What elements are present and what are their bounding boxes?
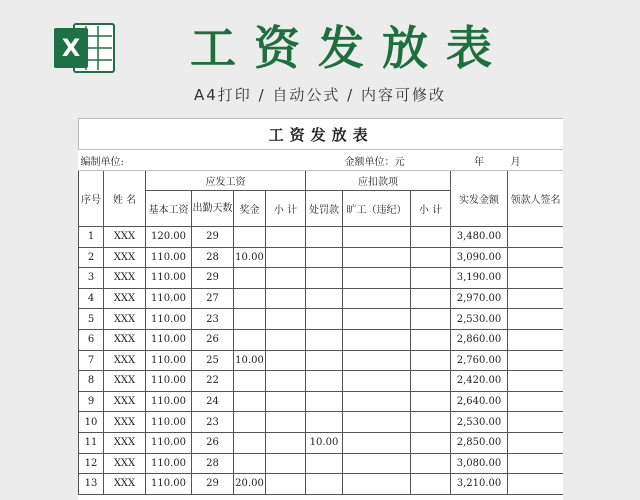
cell-basic[interactable]: 120.00 <box>146 227 192 248</box>
cell-absence[interactable] <box>343 227 411 248</box>
cell-penalty[interactable] <box>306 329 343 350</box>
cell-name[interactable]: XXX <box>104 309 146 330</box>
header-payable: 应发工资 <box>146 171 306 191</box>
cell-seq[interactable]: 2 <box>79 247 104 268</box>
cell-bonus[interactable]: 20.00 <box>234 474 266 495</box>
table-row <box>79 432 564 453</box>
cell-name[interactable]: XXX <box>104 371 146 392</box>
cell-basic[interactable]: 110.00 <box>146 453 192 474</box>
cell-name[interactable]: XXX <box>104 474 146 495</box>
cell-subtotal2[interactable] <box>411 412 451 433</box>
cell-bonus[interactable] <box>234 227 266 248</box>
header-name: 姓 名 <box>104 171 146 227</box>
cell-penalty[interactable] <box>306 350 343 371</box>
cell-bonus[interactable] <box>234 412 266 433</box>
cell-days[interactable]: 28 <box>192 453 234 474</box>
header-actual: 实发金额 <box>451 171 508 227</box>
cell-signature[interactable] <box>508 474 564 495</box>
cell-penalty[interactable] <box>306 288 343 309</box>
table-row <box>79 247 564 268</box>
cell-seq[interactable]: 9 <box>79 391 104 412</box>
cell-days[interactable]: 29 <box>192 474 234 495</box>
cell-actual[interactable]: 3,190.00 <box>451 268 508 289</box>
cell-signature[interactable] <box>508 247 564 268</box>
header-basic: 基本工资 <box>146 191 192 227</box>
cell-absence[interactable] <box>343 247 411 268</box>
cell-seq[interactable]: 8 <box>79 371 104 392</box>
cell-bonus[interactable] <box>234 329 266 350</box>
cell-subtotal1[interactable] <box>266 432 306 453</box>
cell-subtotal1[interactable] <box>266 412 306 433</box>
header-subtotal2: 小 计 <box>411 191 451 227</box>
table-row <box>79 412 564 433</box>
cell-subtotal2[interactable] <box>411 247 451 268</box>
cell-actual[interactable]: 2,860.00 <box>451 329 508 350</box>
cell-basic[interactable]: 110.00 <box>146 288 192 309</box>
cell-seq[interactable]: 10 <box>79 412 104 433</box>
cell-signature[interactable] <box>508 227 564 248</box>
cell-name[interactable]: XXX <box>104 432 146 453</box>
table-row <box>79 288 564 309</box>
table-row <box>79 268 564 289</box>
cell-days[interactable]: 24 <box>192 391 234 412</box>
cell-actual[interactable]: 2,970.00 <box>451 288 508 309</box>
cell-days[interactable]: 29 <box>192 268 234 289</box>
cell-subtotal1[interactable] <box>266 268 306 289</box>
cell-days[interactable]: 25 <box>192 350 234 371</box>
cell-subtotal1[interactable] <box>266 371 306 392</box>
cell-actual[interactable]: 2,420.00 <box>451 371 508 392</box>
cell-actual[interactable]: 3,210.00 <box>451 474 508 495</box>
cell-seq[interactable]: 11 <box>79 432 104 453</box>
cell-penalty[interactable] <box>306 247 343 268</box>
cell-subtotal1[interactable] <box>266 453 306 474</box>
cell-subtotal1[interactable] <box>266 247 306 268</box>
cell-seq[interactable]: 6 <box>79 329 104 350</box>
sheet-title: 工资发放表 <box>79 119 564 150</box>
cell-basic[interactable]: 110.00 <box>146 391 192 412</box>
cell-days[interactable]: 26 <box>192 432 234 453</box>
header-deduct: 应扣款项 <box>306 171 451 191</box>
cell-days[interactable]: 22 <box>192 371 234 392</box>
cell-absence[interactable] <box>343 412 411 433</box>
table-row <box>79 474 564 495</box>
table-row <box>79 391 564 412</box>
cell-absence[interactable] <box>343 288 411 309</box>
cell-signature[interactable] <box>508 288 564 309</box>
cell-signature[interactable] <box>508 350 564 371</box>
cell-bonus[interactable]: 10.00 <box>234 350 266 371</box>
cell-basic[interactable]: 110.00 <box>146 432 192 453</box>
cell-name[interactable]: XXX <box>104 391 146 412</box>
table-row <box>79 329 564 350</box>
cell-penalty[interactable] <box>306 412 343 433</box>
cell-actual[interactable]: 2,530.00 <box>451 412 508 433</box>
cell-name[interactable]: XXX <box>104 412 146 433</box>
cell-basic[interactable]: 110.00 <box>146 474 192 495</box>
header-subtotal1: 小 计 <box>266 191 306 227</box>
cell-actual[interactable]: 3,090.00 <box>451 247 508 268</box>
cell-penalty[interactable] <box>306 309 343 330</box>
cell-penalty[interactable]: 10.00 <box>306 432 343 453</box>
cell-subtotal1[interactable] <box>266 350 306 371</box>
cell-seq[interactable]: 3 <box>79 268 104 289</box>
cell-penalty[interactable] <box>306 453 343 474</box>
cell-penalty[interactable] <box>306 268 343 289</box>
cell-signature[interactable] <box>508 453 564 474</box>
month-label: 月 <box>508 150 564 171</box>
cell-subtotal2[interactable] <box>411 227 451 248</box>
cell-subtotal1[interactable] <box>266 474 306 495</box>
cell-absence[interactable] <box>343 371 411 392</box>
cell-subtotal2[interactable] <box>411 432 451 453</box>
cell-actual[interactable]: 2,640.00 <box>451 391 508 412</box>
header-seq: 序号 <box>79 171 104 227</box>
cell-absence[interactable] <box>343 268 411 289</box>
excel-icon <box>52 20 116 76</box>
cell-absence[interactable] <box>343 391 411 412</box>
cell-subtotal2[interactable] <box>411 453 451 474</box>
cell-subtotal2[interactable] <box>411 371 451 392</box>
cell-signature[interactable] <box>508 268 564 289</box>
table-row <box>79 350 564 371</box>
cell-subtotal2[interactable] <box>411 474 451 495</box>
table-row <box>79 453 564 474</box>
header-days: 出勤天数 <box>192 191 234 227</box>
cell-seq[interactable]: 12 <box>79 453 104 474</box>
banner <box>0 0 640 118</box>
cell-seq[interactable]: 5 <box>79 309 104 330</box>
year-label: 年 <box>451 150 508 171</box>
banner-subtitle: A4打印 / 自动公式 / 内容可修改 <box>194 86 446 104</box>
cell-signature[interactable] <box>508 391 564 412</box>
header-penalty: 处罚款 <box>306 191 343 227</box>
cell-penalty[interactable] <box>306 391 343 412</box>
cell-absence[interactable] <box>343 309 411 330</box>
cell-basic[interactable]: 110.00 <box>146 350 192 371</box>
cell-basic[interactable]: 110.00 <box>146 329 192 350</box>
cell-actual[interactable]: 3,080.00 <box>451 453 508 474</box>
cell-subtotal2[interactable] <box>411 329 451 350</box>
cell-name[interactable]: XXX <box>104 227 146 248</box>
cell-absence[interactable] <box>343 453 411 474</box>
cell-name[interactable]: XXX <box>104 247 146 268</box>
cell-signature[interactable] <box>508 371 564 392</box>
cell-subtotal2[interactable] <box>411 288 451 309</box>
table-row <box>79 227 564 248</box>
cell-bonus[interactable] <box>234 371 266 392</box>
cell-signature[interactable] <box>508 309 564 330</box>
cell-subtotal2[interactable] <box>411 268 451 289</box>
table-row <box>79 309 564 330</box>
cell-signature[interactable] <box>508 432 564 453</box>
cell-days[interactable]: 23 <box>192 412 234 433</box>
cell-absence[interactable] <box>343 432 411 453</box>
cell-name[interactable]: XXX <box>104 268 146 289</box>
payroll-table <box>78 118 563 495</box>
cell-name[interactable]: XXX <box>104 329 146 350</box>
cell-basic[interactable]: 110.00 <box>146 268 192 289</box>
cell-bonus[interactable] <box>234 268 266 289</box>
cell-days[interactable]: 29 <box>192 227 234 248</box>
cell-penalty[interactable] <box>306 371 343 392</box>
cell-subtotal1[interactable] <box>266 309 306 330</box>
cell-penalty[interactable] <box>306 474 343 495</box>
cell-subtotal2[interactable] <box>411 350 451 371</box>
cell-bonus[interactable] <box>234 391 266 412</box>
org-label: 编制单位: <box>79 150 192 171</box>
header-signature: 领款人签名 <box>508 171 564 227</box>
cell-subtotal1[interactable] <box>266 227 306 248</box>
cell-bonus[interactable]: 10.00 <box>234 247 266 268</box>
cell-signature[interactable] <box>508 412 564 433</box>
banner-title: 工资发放表 <box>190 21 510 75</box>
cell-bonus[interactable] <box>234 453 266 474</box>
cell-seq[interactable]: 1 <box>79 227 104 248</box>
cell-name[interactable]: XXX <box>104 350 146 371</box>
cell-subtotal1[interactable] <box>266 391 306 412</box>
excel-logo-letter: X <box>61 34 81 62</box>
header-absence: 旷工（违纪） <box>343 191 411 227</box>
cell-basic[interactable]: 110.00 <box>146 371 192 392</box>
cell-seq[interactable]: 4 <box>79 288 104 309</box>
cell-subtotal1[interactable] <box>266 329 306 350</box>
cell-bonus[interactable] <box>234 432 266 453</box>
cell-penalty[interactable] <box>306 227 343 248</box>
spreadsheet <box>78 118 563 500</box>
cell-basic[interactable]: 110.00 <box>146 309 192 330</box>
cell-absence[interactable] <box>343 350 411 371</box>
cell-subtotal2[interactable] <box>411 309 451 330</box>
cell-seq[interactable]: 7 <box>79 350 104 371</box>
cell-absence[interactable] <box>343 474 411 495</box>
cell-bonus[interactable] <box>234 288 266 309</box>
cell-name[interactable]: XXX <box>104 288 146 309</box>
cell-days[interactable]: 23 <box>192 309 234 330</box>
cell-bonus[interactable] <box>234 309 266 330</box>
cell-basic[interactable]: 110.00 <box>146 247 192 268</box>
cell-actual[interactable]: 2,850.00 <box>451 432 508 453</box>
cell-seq[interactable]: 13 <box>79 474 104 495</box>
cell-signature[interactable] <box>508 329 564 350</box>
cell-absence[interactable] <box>343 329 411 350</box>
cell-actual[interactable]: 3,480.00 <box>451 227 508 248</box>
unit-label: 金额单位：元 <box>343 150 451 171</box>
cell-days[interactable]: 26 <box>192 329 234 350</box>
cell-days[interactable]: 27 <box>192 288 234 309</box>
cell-subtotal1[interactable] <box>266 288 306 309</box>
cell-days[interactable]: 28 <box>192 247 234 268</box>
table-row <box>79 371 564 392</box>
cell-actual[interactable]: 2,530.00 <box>451 309 508 330</box>
header-bonus: 奖金 <box>234 191 266 227</box>
cell-actual[interactable]: 2,760.00 <box>451 350 508 371</box>
cell-subtotal2[interactable] <box>411 391 451 412</box>
cell-name[interactable]: XXX <box>104 453 146 474</box>
cell-basic[interactable]: 110.00 <box>146 412 192 433</box>
